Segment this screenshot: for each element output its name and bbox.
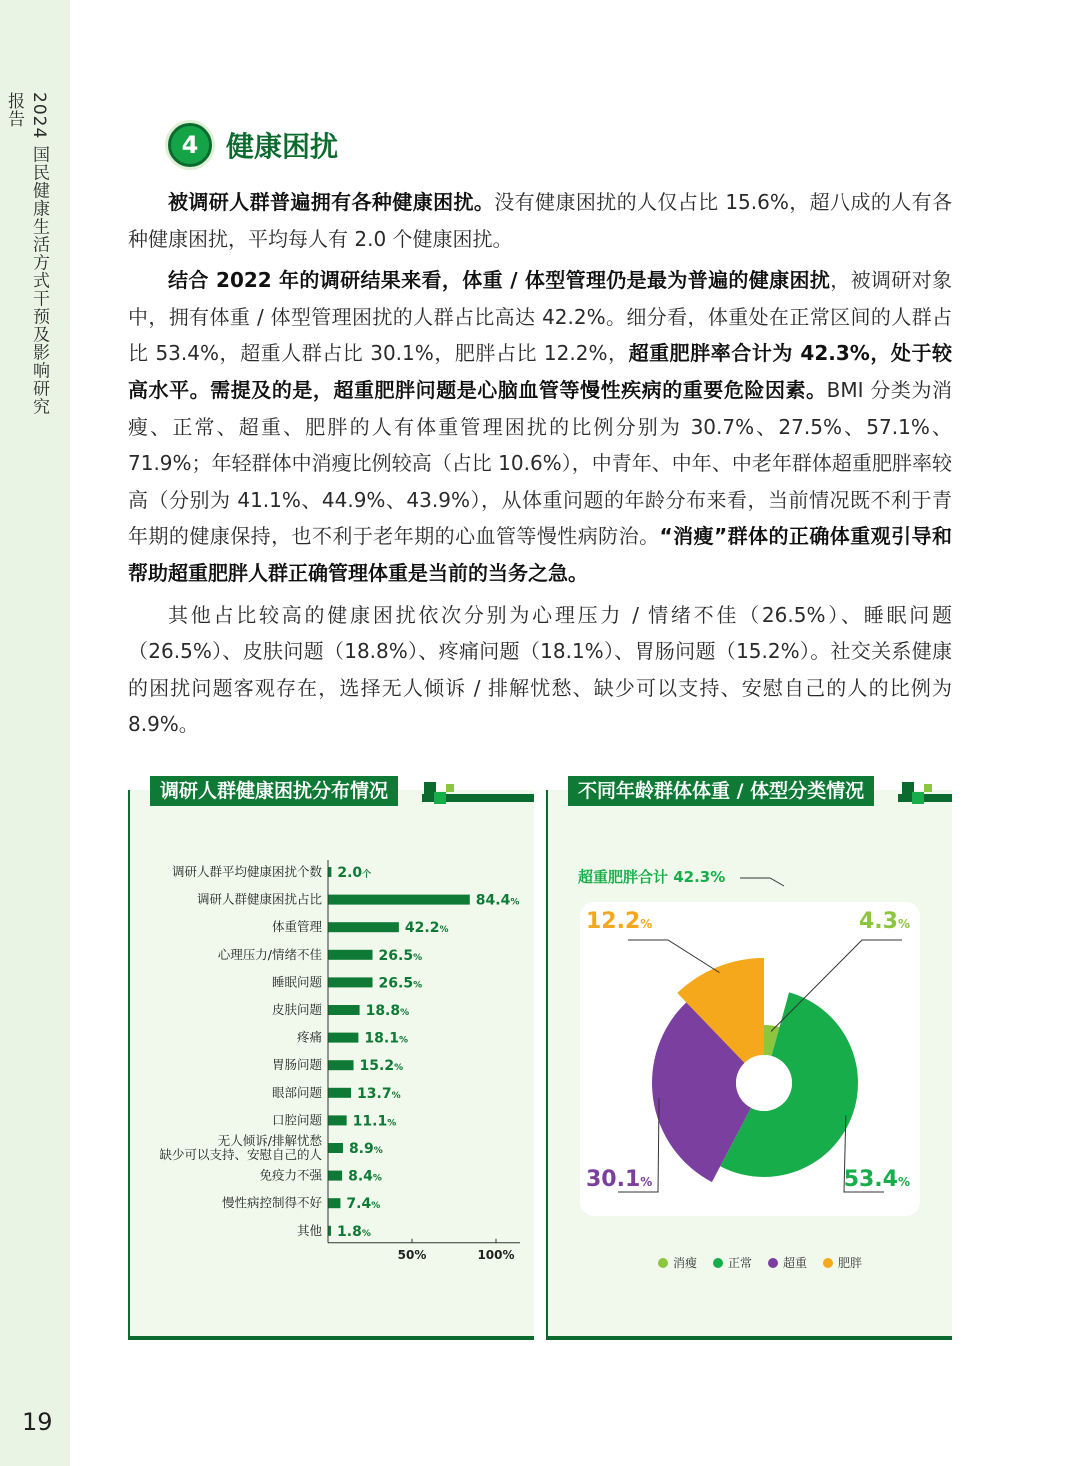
category-label: 口腔问题 — [271, 1112, 322, 1128]
bar — [328, 1171, 342, 1181]
decorative-squares-icon — [424, 782, 464, 806]
legend-dot-icon — [823, 1258, 833, 1268]
bar-chart-title: 调研人群健康困扰分布情况 — [150, 776, 398, 806]
category-label: 眼部问题 — [271, 1084, 322, 1100]
section-title: 健康困扰 — [226, 130, 339, 163]
category-label: 无人倾诉/排解忧愁 — [217, 1133, 322, 1148]
bar — [328, 1143, 343, 1153]
value-number: 8.4 — [348, 1168, 373, 1185]
value-unit: % — [413, 952, 423, 963]
legend-label: 正常 — [728, 1256, 753, 1270]
slice-value: 4.3 — [858, 909, 898, 934]
value-number: 18.1 — [364, 1030, 399, 1047]
legend-label: 肥胖 — [838, 1256, 863, 1270]
value-unit: % — [413, 980, 423, 991]
health-issues-chart-panel — [128, 780, 534, 1340]
bar — [328, 977, 373, 987]
value-number: 13.7 — [357, 1085, 392, 1102]
value-number: 1.8 — [337, 1223, 362, 1240]
value-label — [349, 1141, 383, 1157]
body-paragraph — [128, 184, 952, 257]
value-unit: % — [371, 1201, 381, 1212]
category-label: 胃肠问题 — [271, 1057, 322, 1073]
value-label — [337, 1224, 371, 1240]
value-unit: % — [361, 1228, 371, 1239]
category-label: 免疫力不强 — [259, 1167, 322, 1183]
x-tick-label: 50% — [397, 1247, 427, 1262]
value-label — [348, 1169, 382, 1185]
annotation-line — [740, 878, 784, 886]
legend-item — [658, 1254, 697, 1271]
slice-value: 53.4 — [843, 1167, 898, 1192]
value-unit: % — [439, 925, 449, 936]
value-label — [346, 1196, 380, 1212]
bar — [328, 922, 399, 932]
slice-unit: % — [640, 1175, 653, 1189]
value-unit: % — [391, 1090, 401, 1101]
category-label: 疼痛 — [296, 1029, 322, 1045]
weight-category-chart-panel — [546, 780, 952, 1340]
bar — [328, 895, 470, 905]
legend-item — [823, 1254, 862, 1271]
value-number: 2.0 — [337, 865, 363, 881]
value-unit: % — [372, 1173, 382, 1184]
value-label — [476, 893, 520, 909]
category-label: 睡眠问题 — [271, 974, 322, 990]
value-number: 7.4 — [346, 1196, 372, 1213]
value-label — [337, 865, 371, 881]
slice-unit: % — [897, 917, 910, 931]
value-label — [353, 1113, 397, 1129]
emphasis-text: 结合 2022 年的调研结果来看，体重 / 体型管理仍是最为普遍的健康困扰 — [168, 268, 831, 293]
value-label — [366, 1003, 410, 1019]
value-number: 26.5 — [378, 975, 414, 992]
value-number: 8.9 — [348, 1141, 374, 1157]
legend-dot-icon — [768, 1258, 778, 1268]
value-unit: % — [400, 1008, 410, 1018]
value-label — [364, 1031, 408, 1047]
category-label: 心理压力/情绪不佳 — [217, 946, 322, 962]
body-text — [128, 184, 952, 748]
slice-value: 30.1 — [586, 1167, 641, 1192]
category-label: 调研人群平均健康困扰个数 — [171, 864, 322, 879]
bar — [328, 867, 331, 877]
bar — [328, 1060, 354, 1070]
bar — [328, 1198, 340, 1208]
legend-dot-icon — [713, 1258, 723, 1268]
value-label — [357, 1086, 401, 1102]
value-unit: % — [387, 1118, 397, 1129]
value-label — [360, 1058, 404, 1074]
body-paragraph — [128, 597, 952, 743]
body-paragraph — [128, 262, 952, 591]
slice-unit: % — [640, 917, 653, 931]
value-number: 26.5 — [378, 947, 414, 964]
slice-unit: % — [897, 1175, 910, 1189]
emphasis-text: 被调研人群普遍拥有各种健康困扰。 — [168, 190, 495, 214]
value-unit: 个 — [362, 870, 372, 880]
pie-hole — [736, 1055, 792, 1111]
section-number-badge: 4 — [168, 123, 212, 167]
bar — [328, 950, 373, 960]
report-side-title: 2024 国民健康生活方式干预及影响研究报告 — [4, 92, 49, 416]
bar-chart — [130, 810, 534, 1330]
bar — [328, 1115, 347, 1125]
bar — [328, 1033, 358, 1043]
category-label: 慢性病控制得不好 — [221, 1195, 322, 1211]
legend-label: 消瘦 — [673, 1256, 698, 1270]
value-unit: % — [398, 1035, 408, 1046]
emphasis-text: 超重肥胖率合计为 42.3%，处于较高水平。需提及的是，超重肥胖问题是心脑血管等慢性疾病的重要危险因素。 — [128, 341, 952, 402]
legend-item — [768, 1254, 807, 1271]
paragraph-text: BMI 分类为消瘦、正常、超重、肥胖的人有体重管理困扰的比例分别为 30.7%、27.5%、57.1%、71.9%；年轻群体中消瘦比例较高（占比 10.6%），中青年、中年、中老年群体超重肥胖率较高（分别为 41.1%、44.9%、43.9%），从体重问题的年龄分布来看，当前情况既不利于青年期的健康保持，也不利于老年期的心血管等慢性病防治。 — [128, 377, 953, 549]
pie-annotation: 超重肥胖合计 42.3% — [578, 868, 726, 886]
category-label: 皮肤问题 — [271, 1002, 322, 1017]
pie-chart — [548, 790, 952, 1240]
value-number: 11.1 — [352, 1113, 388, 1130]
value-label — [379, 948, 423, 964]
value-unit: % — [394, 1063, 404, 1074]
paragraph-text: 没有健康困扰的人仅占比 15.6%，超八成的人有各种健康困扰，平均每人有 2.0 个健康困扰。 — [128, 190, 952, 251]
emphasis-text: “消瘦”群体的正确体重观引导和帮助超重肥胖人群正确管理体重是当前的当务之急。 — [128, 524, 953, 585]
legend-dot-icon — [658, 1258, 668, 1268]
value-number: 18.8 — [365, 1003, 401, 1019]
paragraph-text: 其他占比较高的健康困扰依次分别为心理压力 / 情绪不佳（26.5%）、睡眠问题（26.5%）、皮肤问题（18.8%）、疼痛问题（18.1%）、胃肠问题（15.2%）。社交关系健康的困扰问题客观存在，选择无人倾诉 / 排解忧愁、缺少可以支持、安慰自己的人的比例为 8.9%。 — [128, 602, 952, 737]
value-number: 15.2 — [359, 1058, 395, 1075]
pie-legend — [658, 1254, 862, 1271]
bar — [328, 1088, 351, 1098]
category-label: 调研人群健康困扰占比 — [196, 891, 322, 907]
bar — [328, 1005, 360, 1015]
category-label: 体重管理 — [271, 919, 322, 935]
pie-chart-title: 不同年龄群体体重 / 体型分类情况 — [568, 776, 874, 806]
legend-label: 超重 — [783, 1256, 808, 1270]
paragraph-text: ，被调研对象中，拥有体重 / 体型管理困扰的人群占比高达 42.2%。细分看，体重处在正常区间的人群占比 53.4%，超重人群占比 30.1%，肥胖占比 12.2%， — [128, 268, 952, 366]
section-heading — [168, 120, 338, 170]
value-number: 42.2 — [404, 920, 440, 937]
value-label — [405, 920, 449, 936]
category-label: 其他 — [296, 1222, 322, 1238]
page-number: 19 — [22, 1408, 53, 1436]
slice-value: 12.2 — [586, 909, 641, 934]
x-tick-label: 100% — [477, 1247, 515, 1262]
value-unit: % — [373, 1146, 383, 1156]
category-label: 缺少可以支持、安慰自己的人 — [159, 1147, 322, 1162]
value-number: 84.4 — [475, 892, 511, 909]
value-unit: % — [510, 897, 520, 908]
legend-item — [713, 1254, 752, 1271]
value-label — [379, 975, 423, 991]
